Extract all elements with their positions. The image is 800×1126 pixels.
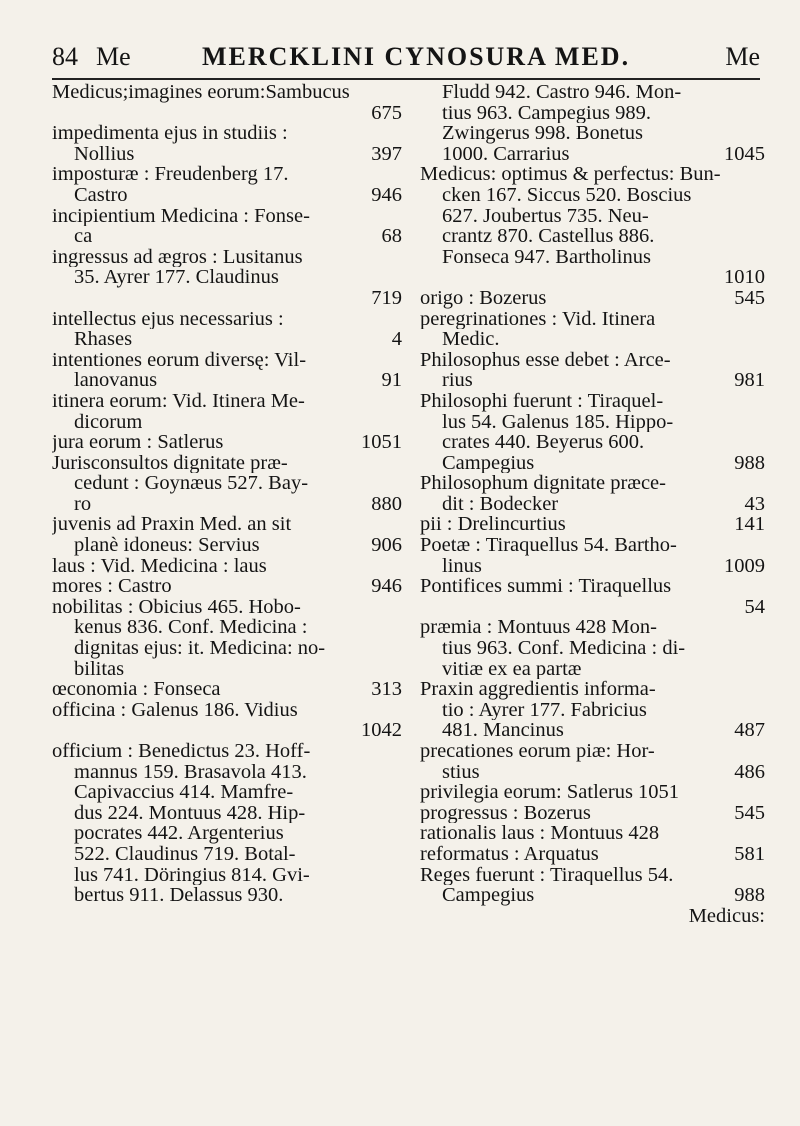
index-line-text: incipientium Medicina : Fonse- [52,205,310,227]
index-line [52,556,402,577]
index-line-text: 1000. Carrarius [442,143,570,165]
index-line [420,412,765,433]
index-line-text: reformatus : Arquatus [420,843,599,865]
index-line [52,700,402,721]
index-line [52,247,402,268]
index-line: ro 880 [74,493,402,515]
index-line-text: pocrates 442. Argenterius [74,823,284,844]
index-line-text: dignitas ejus: it. Medicina: no- [74,638,326,659]
index-line [52,473,402,494]
header-right-label: Me [725,42,760,71]
index-line-text: 1042 [361,720,402,741]
index-line-text: Medicus;imagines eorum:Sambucus [52,82,350,103]
index-line [52,267,402,288]
index-line [52,123,402,144]
index-line [52,638,402,659]
page-number: 84 [52,42,78,71]
index-line: origo : Bozerus 545 [420,287,765,309]
index-line: ca 68 [74,226,402,247]
index-line-text: stius [442,761,480,783]
index-line [420,700,765,721]
index-line-text: Medicus: optimus & perfectus: Bun- [420,164,721,185]
index-line-text: Reges fuerunt : Tiraquellus 54. [420,864,674,886]
index-line-text: officina : Galenus 186. Vidius [52,699,298,721]
index-line-text: laus : Vid. Medicina : laus [52,555,267,577]
index-line [52,288,402,309]
index-line-text: ca [74,226,93,247]
index-line-text: 35. Ayrer 177. Claudinus [74,267,279,288]
index-line-text: 481. Mancinus [442,720,564,741]
index-line-text: lus 741. Döringius 814. Gvi- [74,864,310,886]
index-line-text: Pontifices summi : Tiraquellus [420,576,672,597]
index-line-text: pii : Drelincurtius [420,514,566,536]
index-line [52,597,402,618]
index-line [420,185,765,206]
index-line-text: intentiones eorum diversę: Vil- [52,349,307,371]
index-line: progressus : Bozerus 545 [420,802,765,824]
index-line [52,823,402,844]
index-line-text: Nollius [74,143,135,165]
index-line-text: Capivaccius 414. Mamfre- [74,782,294,803]
index-line: linus 1009 [442,555,765,577]
index-line-text: Philosophus esse debet : Arce- [420,349,671,371]
index-line [52,762,402,783]
index-line-text: cedunt : Goynæus 527. Bay- [74,473,309,494]
index-line-text: Campegius [442,452,535,474]
index-line-text: bilitas [74,658,125,680]
index-line-text: 627. Joubertus 735. Neu- [442,205,649,227]
index-line: 1000. Carrarius 1045 [442,143,765,165]
index-line-text: Praxin aggredientis informa- [420,679,656,700]
index-line-text: kenus 836. Conf. Medicina : [74,617,308,639]
index-line-text: Philosophum dignitate præce- [420,473,666,494]
index-line [52,453,402,474]
index-line [420,432,765,453]
index-line-text: dit : Bodecker [442,493,559,515]
index-line: reformatus : Arquatus 581 [420,843,765,865]
index-line-text: dicorum [74,411,143,433]
index-line-text: 522. Claudinus 719. Botal- [74,843,296,865]
running-header [52,38,760,80]
index-line-text: 1010 [724,267,765,288]
index-line: Castro 946 [74,184,402,206]
index-line [420,309,765,330]
index-line-text: intellectus ejus necessarius : [52,308,284,330]
index-line-text: progressus : Bozerus [420,802,591,824]
index-line-text: Rhases [74,329,133,350]
index-line [52,741,402,762]
index-line-text: Poetæ : Tiraquellus 54. Bartho- [420,535,677,556]
index-line [420,82,765,103]
index-line [420,226,765,247]
index-line-text: lanovanus [74,370,158,391]
index-line [52,206,402,227]
index-line-text: origo : Bozerus [420,287,547,309]
index-line-text: Fludd 942. Castro 946. Mon- [442,82,682,103]
index-line [420,597,765,618]
index-line [52,391,402,412]
index-line-text: dus 224. Montuus 428. Hip- [74,802,306,824]
index-line-text: ingressus ad ægros : Lusitanus [52,246,303,268]
index-line-text: imposturæ : Freudenberg 17. [52,164,289,185]
index-line-text: Jurisconsultos dignitate præ- [52,452,288,474]
index-line [420,906,765,927]
index-line [52,865,402,886]
index-line-text: præmia : Montuus 428 Mon- [420,617,657,639]
index-line-text: officium : Benedictus 23. Hoff- [52,741,311,762]
index-line: rius 981 [442,370,765,391]
header-left-label: Me [96,42,131,71]
index-line-text: impedimenta ejus in studiis : [52,123,288,144]
index-line-text: tius 963. Conf. Medicina : di- [442,638,686,659]
index-line-text: jura eorum : Satlerus [52,432,224,453]
index-line-text: crates 440. Beyerus 600. [442,432,645,453]
index-line-text: mannus 159. Brasavola 413. [74,761,307,783]
index-line-text: crantz 870. Castellus 886. [442,226,655,247]
index-line: Campegius 988 [442,452,765,474]
index-line-text: rius [442,370,473,391]
index-line [52,350,402,371]
index-line-text: Zwingerus 998. Bonetus [442,123,643,144]
index-line [420,865,765,886]
index-line [420,659,765,680]
index-line-text: tius 963. Campegius 989. [442,102,651,124]
index-line-text: Philosophi fuerunt : Tiraquel- [420,390,664,412]
index-line: Nollius 397 [74,143,402,165]
index-line [52,885,402,906]
index-line-text: linus [442,555,482,577]
index-line-text: Medic. [442,329,500,350]
index-line [52,617,402,638]
index-line-text: nobilitas : Obicius 465. Hobo- [52,596,301,618]
index-line-text: planè idoneus: Servius [74,535,260,556]
index-line-text: Castro [74,184,128,206]
index-line [52,803,402,824]
index-line [420,164,765,185]
index-line [420,103,765,124]
index-line-text: œconomia : Fonseca [52,679,221,700]
index-line [52,659,402,680]
index-line-text: rationalis laus : Montuus 428 [420,823,660,844]
index-line: jura eorum : Satlerus 1051 [52,432,402,453]
index-line [420,473,765,494]
index-line-text: Medicus: [688,905,765,927]
index-line [420,823,765,844]
index-line [52,103,402,124]
index-column-right [420,82,765,1092]
index-line [52,82,402,103]
index-line-text: bertus 911. Delassus 930. [74,885,284,906]
index-line-text: precationes eorum piæ: Hor- [420,741,655,762]
index-line [420,679,765,700]
index-line: œconomia : Fonseca 313 [52,679,402,700]
index-line [420,576,765,597]
index-line: 481. Mancinus 487 [442,720,765,741]
index-line: stius 486 [442,761,765,783]
index-line [420,391,765,412]
index-line-text: ro [74,493,92,515]
index-line-text: Campegius [442,885,535,906]
index-line [420,638,765,659]
index-line [52,309,402,330]
index-line [420,206,765,227]
index-line-text: Fonseca 947. Bartholinus [442,246,651,268]
index-line [52,782,402,803]
index-line-text: lus 54. Galenus 185. Hippo- [442,411,674,433]
index-line-text: vitiæ ex ea partæ [442,658,582,680]
index-line: mores : Castro 946 [52,576,402,597]
index-line: planè idoneus: Servius 906 [74,535,402,556]
running-title: MERCKLINI CYNOSURA MED. [202,42,631,71]
index-line [420,350,765,371]
index-line-text: itinera eorum: Vid. Itinera Me- [52,390,305,412]
index-line [52,164,402,185]
index-line: Rhases 4 [74,329,402,350]
index-line [52,412,402,433]
index-line [52,514,402,535]
index-line-text: juvenis ad Praxin Med. an sit [52,514,292,536]
index-line [420,782,765,803]
index-line: lanovanus 91 [74,370,402,391]
index-line: Campegius 988 [442,885,765,906]
index-line [420,617,765,638]
index-line-text: 675 [371,102,402,124]
index-column-left [52,82,402,1092]
index-line [420,123,765,144]
index-line-text: tio : Ayrer 177. Fabricius [442,699,647,721]
index-line: pii : Drelincurtius 141 [420,514,765,536]
index-line-text: cken 167. Siccus 520. Boscius [442,184,692,206]
index-line [420,329,765,350]
index-line [420,247,765,268]
index-line-text: 719 [371,287,402,309]
index-line [420,535,765,556]
index-line-text: 54 [744,596,765,618]
index-line [52,720,402,741]
index-line [420,267,765,288]
index-line-text: privilegia eorum: Satlerus 1051 [420,782,680,803]
index-line: dit : Bodecker 43 [442,493,765,515]
index-line [52,844,402,865]
index-line-text: mores : Castro [52,576,172,597]
index-line-text: peregrinationes : Vid. Itinera [420,308,656,330]
index-line [420,741,765,762]
